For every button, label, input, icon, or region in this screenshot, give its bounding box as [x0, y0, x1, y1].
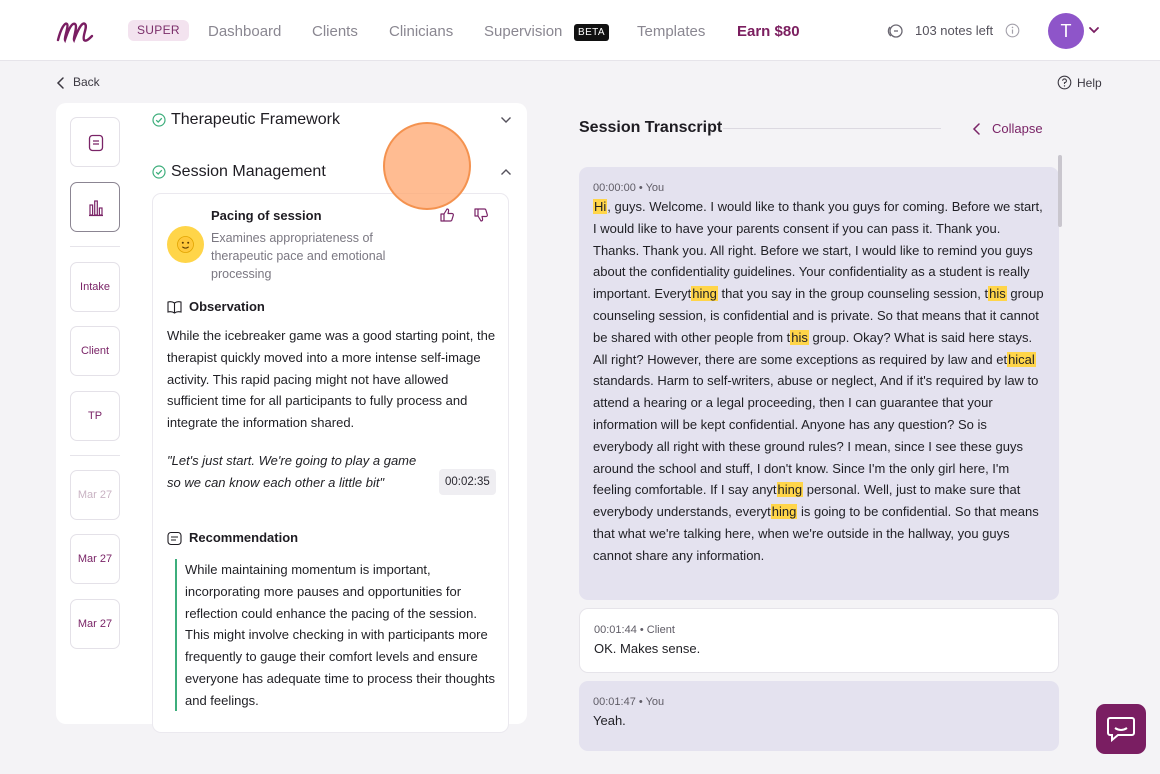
- recommendation-label: Recommendation: [189, 530, 299, 545]
- divider: [723, 128, 941, 129]
- sidebar-item-session-date[interactable]: [70, 599, 120, 649]
- nav-earn-referral[interactable]: Earn $80: [737, 23, 800, 40]
- chevron-down-icon[interactable]: [1088, 25, 1100, 35]
- help-button[interactable]: [1057, 74, 1107, 92]
- super-badge: SUPER: [128, 20, 189, 41]
- observation-label: Observation: [189, 299, 265, 314]
- highlighted-keyword: hing: [692, 286, 717, 302]
- message-meta: 00:00:00 • You: [593, 182, 665, 194]
- chevron-up-icon: [500, 168, 512, 176]
- highlighted-keyword: hical: [1008, 351, 1035, 367]
- sidebar-metrics-button[interactable]: [70, 182, 120, 232]
- neutral-face-icon: [167, 226, 204, 263]
- metric-title: Pacing of session: [211, 208, 322, 223]
- recommendation-text: While maintaining momentum is important, incorporating more pauses and opportunities for reflection could enhance the pacing of the session. This might involve checking in with participants more frequently to gauge their comfort levels and ensure everyone has adequate time to process their thoughts and feelings.: [185, 562, 496, 708]
- section-title: Session Management: [171, 163, 326, 180]
- bar-chart-icon: [88, 199, 104, 217]
- chevron-down-icon: [500, 116, 512, 124]
- message-text: personal. Well, just to make sure that everybody understands, everyt: [593, 482, 1021, 520]
- highlighted-keyword: Hi: [594, 199, 607, 214]
- nav-supervision[interactable]: Supervision: [484, 23, 563, 40]
- message-text: OK. Makes sense.: [594, 641, 701, 656]
- message-body: [593, 710, 1049, 732]
- message-meta: 00:01:47 • You: [593, 696, 665, 708]
- message-text: is going to be confidential. So that means that what we're talking here, when we're outside in the hallway, you guys cannot share any information.: [593, 504, 1039, 563]
- avatar[interactable]: T: [1048, 13, 1084, 49]
- message-meta: 00:01:44 • Client: [594, 624, 675, 636]
- sidebar-item-intake[interactable]: [70, 262, 120, 312]
- support-chat-button[interactable]: [1096, 704, 1146, 754]
- sidebar-item-label: Intake: [80, 281, 110, 293]
- message-icon: [167, 531, 182, 546]
- transcript-message: [579, 608, 1059, 673]
- collapse-button[interactable]: [972, 120, 1052, 138]
- sidebar-item-client[interactable]: [70, 326, 120, 376]
- evidence-quote: "Let's just start. We're going to play a game so we can know each other a little bit": [167, 453, 417, 490]
- quote-timestamp-button[interactable]: 00:02:35: [439, 469, 496, 495]
- scrollbar[interactable]: [1058, 155, 1062, 227]
- observation-text: While the icebreaker game was a good starting point, the therapist quickly moved into a more intense self-image activity. This rapid pacing might not have allowed sufficient time for all participants to fully process and integrate the information shared.: [167, 328, 496, 431]
- sidebar-item-label: Mar 27: [77, 618, 113, 630]
- sidebar-item-session-date[interactable]: [70, 470, 120, 520]
- message-text: standards. Harm to self-writers, abuse or neglect, And if it's required by law to attend a hearing or a legal proceeding, then I can guarantee that your information will be kept confidential. Anyone has any question? So is everybody all right with these ground rules? I mean, since I see these guys around the school and stuff, I don't know. Since I'm the only girl here, I'm feeling comfortable. If I say anyt: [593, 373, 1039, 498]
- sidebar-divider: [70, 246, 120, 247]
- check-circle-icon: [152, 165, 166, 179]
- sidebar-item-label: Client: [80, 345, 110, 357]
- message-text: that you say in the group counseling session, t: [717, 286, 989, 302]
- sidebar-item-session-date[interactable]: [70, 534, 120, 584]
- highlighted-keyword: his: [989, 286, 1006, 302]
- sidebar-divider: [70, 455, 120, 456]
- nav-templates[interactable]: Templates: [637, 23, 706, 40]
- coins-icon: [886, 22, 904, 40]
- message-body: [594, 638, 1050, 660]
- mentalyc-logo[interactable]: [56, 14, 94, 46]
- message-text: , guys. Welcome. I would like to thank you guys for coming. Before we start, I would like to have your parents consent if you can pass it. Thank you. Thanks. Thank you. All right. Before we start, I would like to remind you guys about the confidentiality guidelines. Your confidentiality as a student is really important. Everyt: [593, 199, 1043, 302]
- transcript-message: [579, 681, 1059, 751]
- metric-card: [152, 193, 509, 733]
- sidebar-item-label: TP: [87, 410, 103, 422]
- sidebar-notes-button[interactable]: [70, 117, 120, 167]
- notes-left-text: 103 notes left: [915, 23, 994, 38]
- section-title: Therapeutic Framework: [171, 111, 340, 128]
- help-label: Help: [1077, 76, 1102, 90]
- transcript-title: Session Transcript: [579, 119, 723, 136]
- section-therapeutic-framework[interactable]: [152, 110, 512, 132]
- recommendation-block: [175, 559, 495, 711]
- sidebar-item-label: Mar 27: [77, 553, 113, 565]
- collapse-label: Collapse: [992, 121, 1043, 136]
- notes-icon: [88, 134, 104, 152]
- nav-clients[interactable]: Clients: [312, 23, 358, 40]
- transcript-list[interactable]: [579, 156, 1062, 728]
- thumbs-down-icon[interactable]: [473, 207, 489, 223]
- info-icon[interactable]: [1005, 23, 1020, 38]
- check-circle-icon: [152, 113, 166, 127]
- click-indicator: [383, 122, 471, 210]
- nav-dashboard[interactable]: Dashboard: [208, 23, 282, 40]
- nav-clinicians[interactable]: Clinicians: [389, 23, 454, 40]
- highlighted-keyword: hing: [771, 504, 797, 520]
- highlighted-keyword: hing: [777, 482, 803, 498]
- top-navigation-bar: [0, 0, 1160, 61]
- sidebar-item-label: Mar 27: [77, 489, 113, 501]
- beta-badge: BETA: [574, 24, 609, 41]
- highlighted-keyword: his: [791, 329, 808, 345]
- help-icon: [1057, 75, 1072, 90]
- thumbs-up-icon[interactable]: [439, 207, 455, 223]
- message-body: [593, 196, 1049, 567]
- open-book-icon: [167, 300, 182, 314]
- chevron-left-icon: [56, 77, 66, 89]
- message-text: Yeah.: [593, 713, 626, 728]
- chevron-left-icon: [972, 123, 982, 135]
- message-text: group. Okay? What is said here stays. All right? However, there are some exceptions as required by law and et: [593, 329, 1033, 367]
- chat-icon: [1106, 714, 1136, 744]
- back-label: Back: [73, 75, 100, 89]
- transcript-message: [579, 167, 1059, 600]
- metric-description: Examines appropriateness of therapeutic pace and emotional processing: [211, 231, 386, 281]
- sidebar-item-tp[interactable]: [70, 391, 120, 441]
- message-text: group counseling session, is confidential and is private. So that means that it cannot be shared with other people from t: [593, 286, 1044, 345]
